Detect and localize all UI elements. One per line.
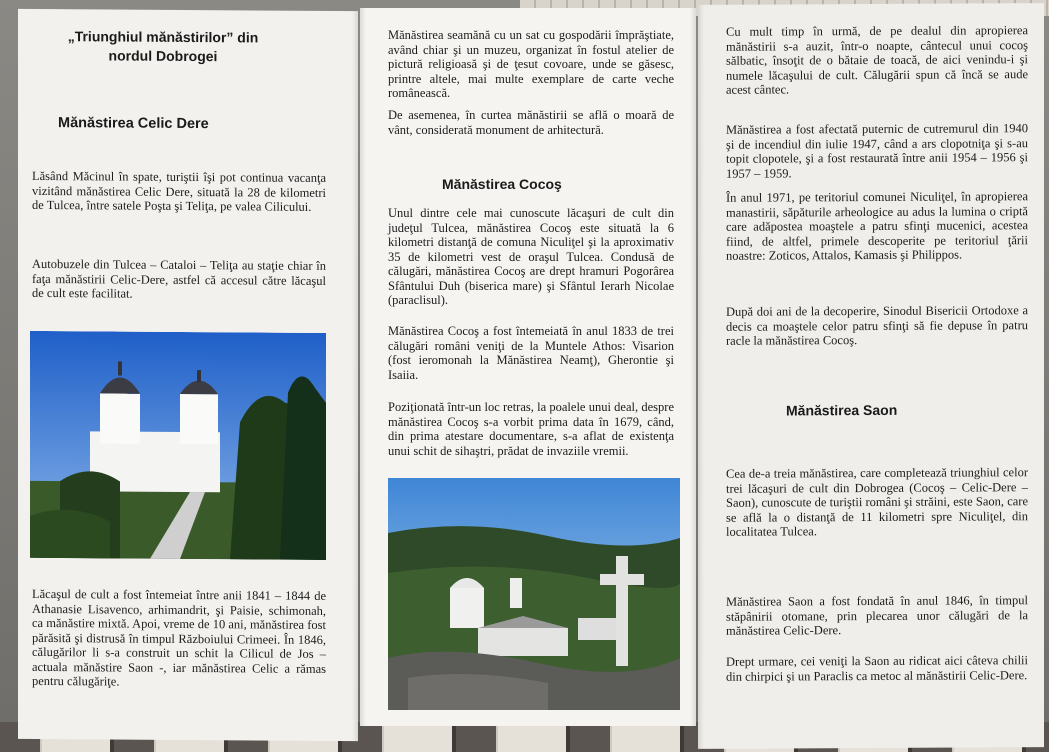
paragraph: De asemenea, în curtea mănăstirii se află o moară de vânt, considerată monument de arhitectură. bbox=[388, 108, 674, 137]
paragraph: Mănăstirea Cocoş a fost întemeiată în anul 1833 de trei călugări români veniţi de la Muntele Athos: Visarion (fost ieromonah la Mănăstirea Neamţ), Gherontie şi Isaiia. bbox=[388, 324, 674, 382]
section-title-saon: Mănăstirea Saon bbox=[786, 401, 898, 419]
paragraph: În anul 1971, pe teritoriul comunei Niculiţel, în apropierea manastirii, săpăturile arheologice au adus la lumina o criptă care adăpostea moaştele a patru sfinţi mucenici, acestea fiind, de altfel, primele descoperite pe teritoriul ţării noastre: Zoticos, Attalos, Kamasis şi Philippos. bbox=[726, 189, 1028, 263]
brochure-panel-left bbox=[18, 9, 358, 741]
fold-shadow bbox=[360, 8, 366, 726]
section-title-celic-dere: Mănăstirea Celic Dere bbox=[58, 115, 209, 133]
paragraph: Lăsând Măcinul în spate, turiştii îşi pot continua vacanţa vizitând mănăstirea Celic Dere, situată la 28 de kilometri de Tulcea, între satele Poşta şi Teliţa, pe valea Cilicului. bbox=[32, 168, 326, 214]
paragraph: Mănăstirea a fost afectată puternic de cutremurul din 1940 şi de incendiul din iulie 1947, când a ars clopotniţa şi s-au topit clopotele, şi a fost restaurată între anii 1954 – 1956 şi 1957 – 1959. bbox=[726, 121, 1028, 181]
brochure-panel-right bbox=[698, 3, 1044, 749]
fold-shadow bbox=[352, 11, 358, 741]
paragraph: Lăcaşul de cult a fost întemeiat între anii 1841 – 1844 de Athanasie Lisavenco, arhimandrit, şi Paisie, schimonah, ca mănăstire mixtă. Apoi, vreme de 10 ani, mănăstirea fost părăsită şi distrusă în timpul Războiului Crimeei. În 1846, călugărilor li s-a construit un schit la Cilicul de Jos – actuala mănăstire Saon -, iar mănăstirea Celic a rămas pentru călugăriţe. bbox=[32, 586, 326, 689]
paragraph: Unul dintre cele mai cunoscute lăcaşuri de cult din judeţul Tulcea, mănăstirea Cocoş este situată la 6 kilometri distanţă de comuna Niculiţel şi la aproximativ 35 de kilometri vest de oraşul Tulcea. Condusă de călugări, mănăstirea Cocoş are drept hramuri Pogorârea Sfântului Duh (biserica mare) şi Sfântul Ierarh Nicolae (paraclisul). bbox=[388, 206, 674, 307]
brochure-title-line2: nordul Dobrogei bbox=[108, 47, 218, 65]
fold-shadow bbox=[698, 5, 704, 749]
paragraph: Drept urmare, cei veniţi la Saon au ridicat aici câteva chilii din chirpici şi un Paraclis ca metoc al mănăstirii Celic-Dere. bbox=[726, 653, 1028, 684]
paragraph: Mănăstirea Saon a fost fondată în anul 1846, în timpul stăpânirii otomane, prin plecarea unor călugări de la mănăstirea Celic-Dere. bbox=[726, 593, 1028, 638]
brochure-title-line1: „Triunghiul mănăstirilor” din bbox=[67, 28, 259, 46]
fold-shadow bbox=[690, 8, 696, 726]
brochure-panel-middle bbox=[360, 8, 696, 726]
paragraph: După doi ani de la decoperire, Sinodul Bisericii Ortodoxe a decis ca moaştele celor patru sfinţi să fie depuse în patru racle la mănăstirea Cocoş. bbox=[726, 303, 1028, 348]
paragraph: Cea de-a treia mănăstirea, care completează triunghiul celor trei lăcaşuri de cult din Dobrogea (Cocoş – Celic-Dere – Saon), cunoscute de turiştii români şi străini, este Saon, care se află la o distanţă de 11 kilometri spre Niculiţel, din localitatea Tulcea. bbox=[726, 465, 1028, 539]
paragraph: Autobuzele din Tulcea – Cataloi – Teliţa au staţie chiar în faţa mănăstirii Celic-Dere, astfel că accesul către lăcaşul de cult este facilitat. bbox=[32, 256, 326, 301]
brochure-title bbox=[48, 27, 278, 67]
section-title-cocos: Mănăstirea Cocoş bbox=[442, 176, 562, 192]
paragraph: Cu mult timp în urmă, de pe dealul din apropierea mănăstirii s-a auzit, într-o noapte, cântecul unui cocoş sălbatic, însoţit de o bătaie de toacă, de aici venindu-i şi numele lăcaşului de cult. Călugării spun că încă se aude acest cântec. bbox=[726, 23, 1028, 97]
paragraph: Poziţionată într-un loc retras, la poalele unui deal, despre mănăstirea Cocoş s-a vorbit prima data în 1679, când, din prima atestare documentare, s-a aflat de existenţa unui schit de sihaştri, prădat de invaziile vremii. bbox=[388, 400, 674, 458]
photo-celic-dere-monastery bbox=[30, 331, 326, 560]
photo-cocos-monastery bbox=[388, 478, 680, 710]
paragraph: Mănăstirea seamănă cu un sat cu gospodării împrăştiate, având chiar şi un muzeu, organizat în fostul atelier de pictură religioasă şi de ţesut covoare, unde se găsesc, printre altele, mai multe exemplare de carte veche românească. bbox=[388, 28, 674, 100]
